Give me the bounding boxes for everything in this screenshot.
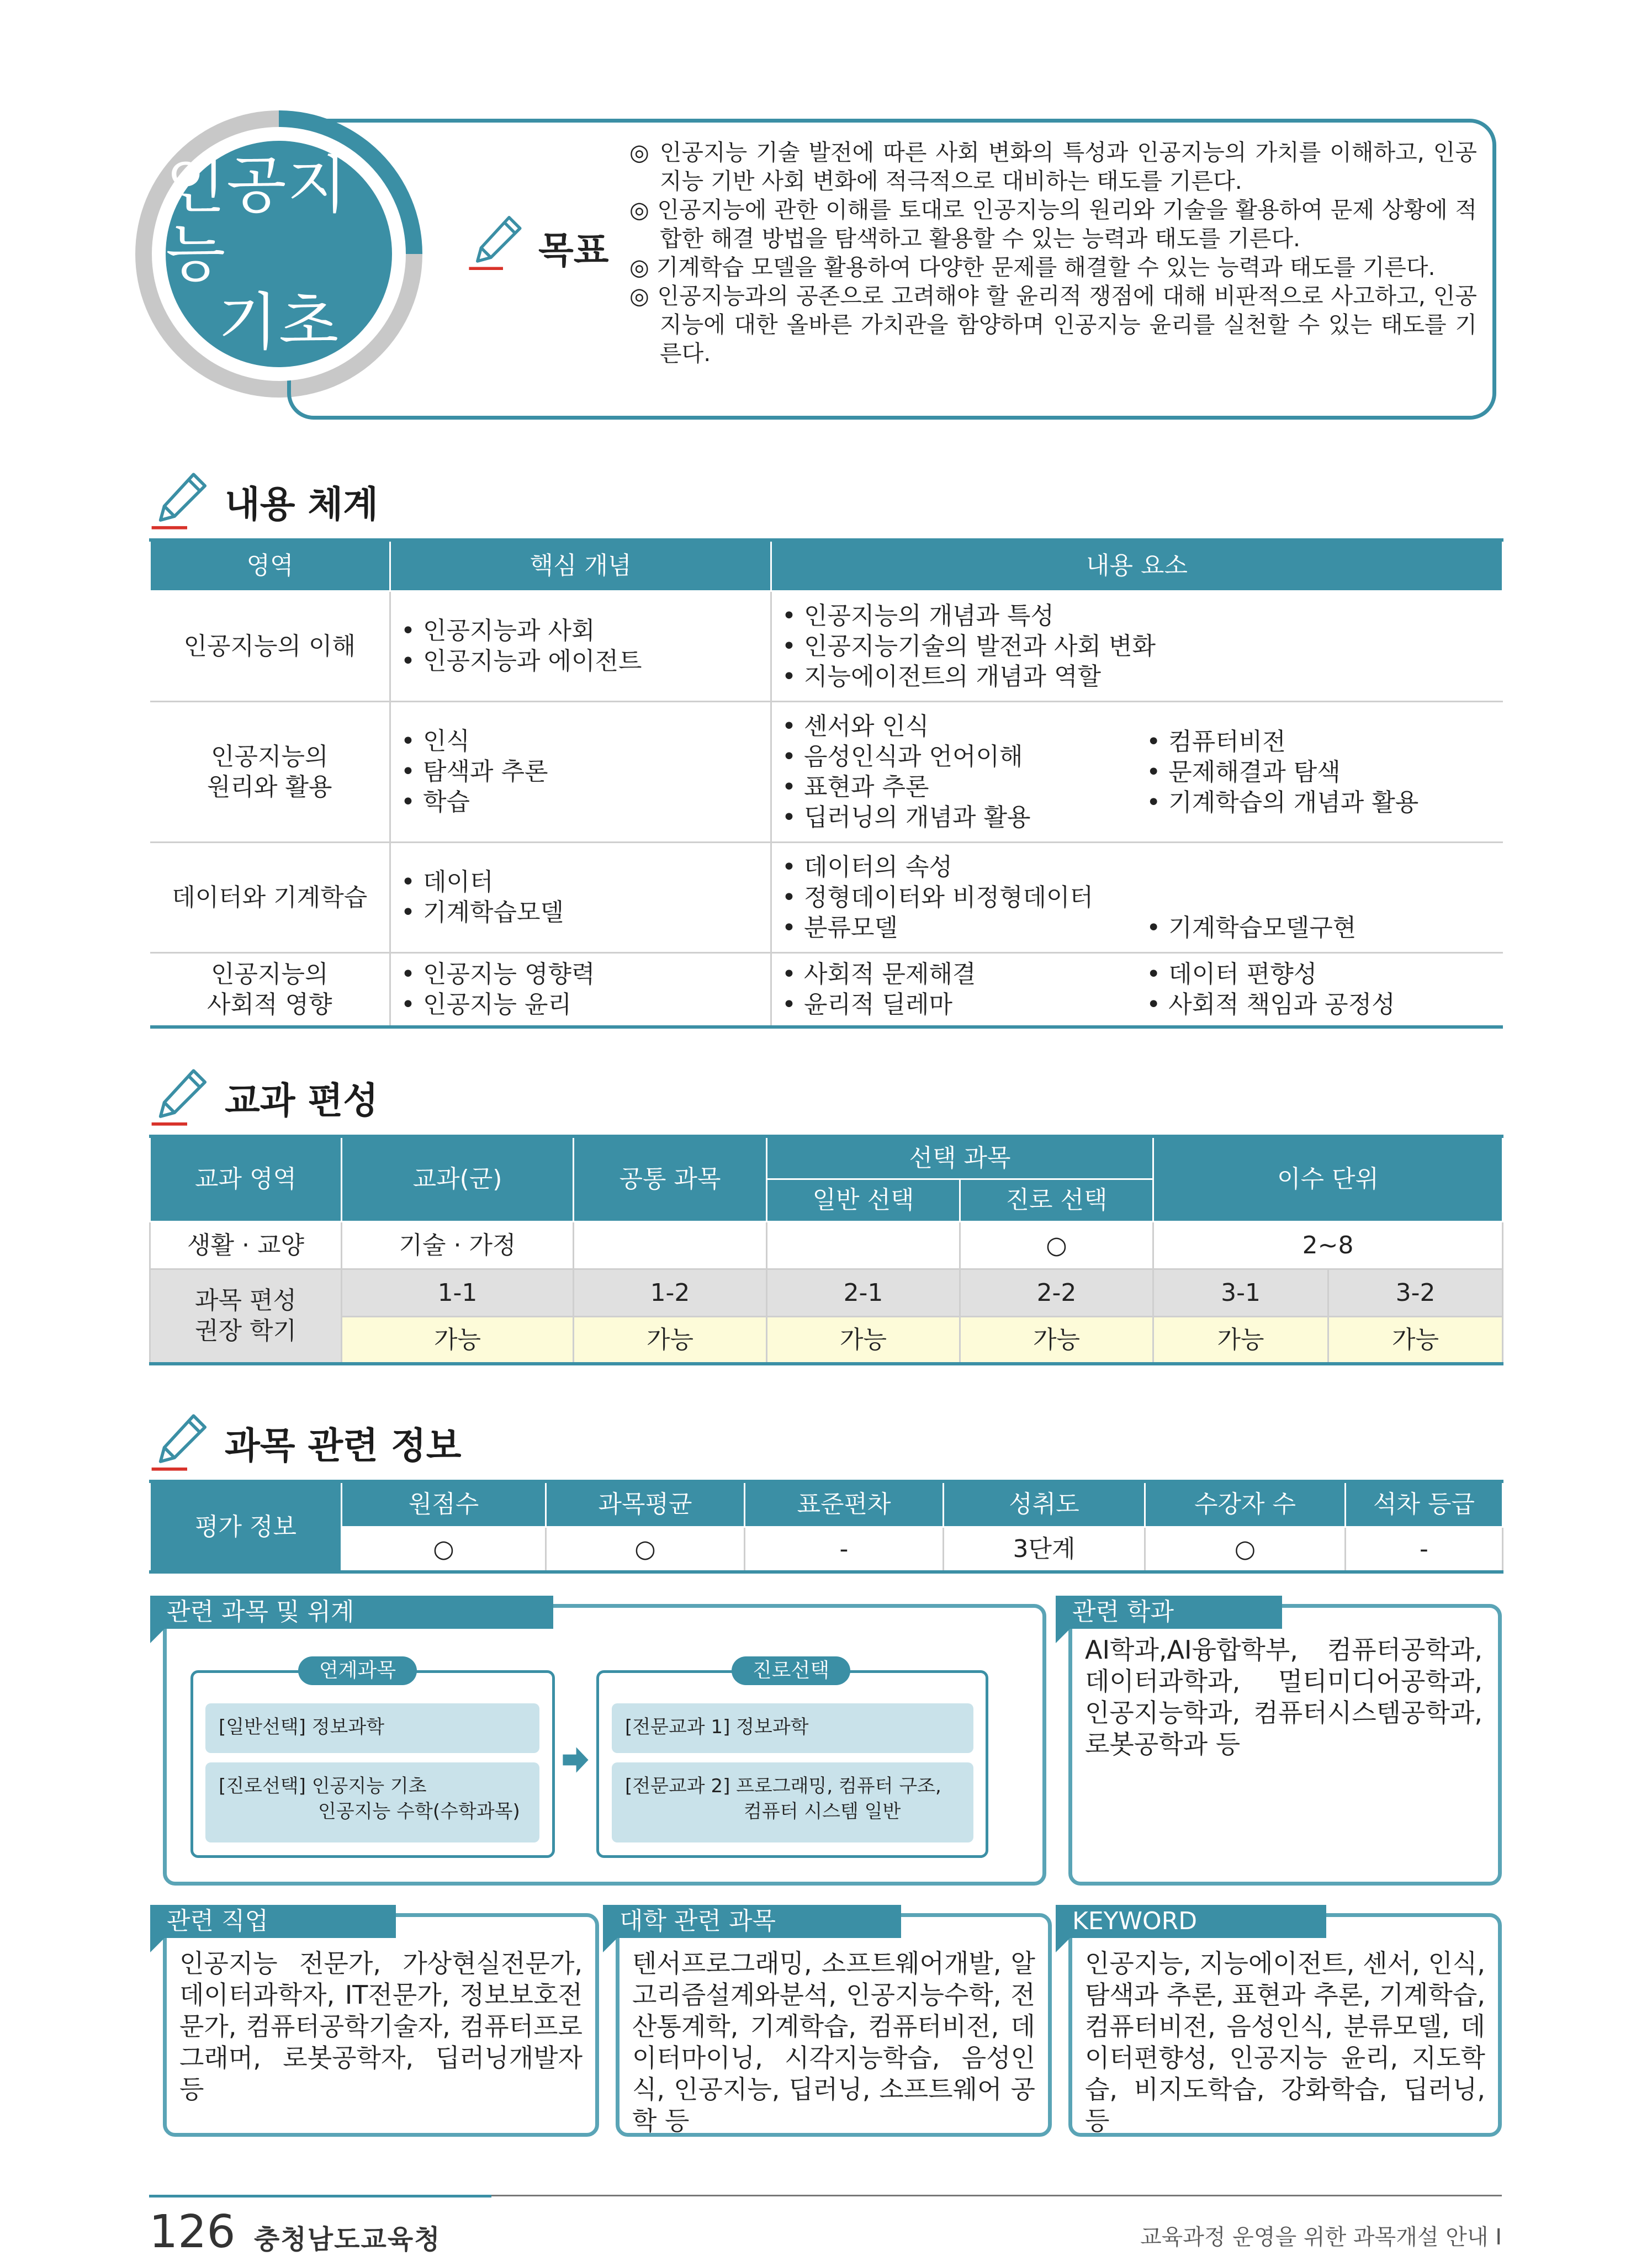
content-section-heading: [149, 469, 378, 533]
elements-cell: [771, 591, 1503, 701]
career-course-item: [612, 1762, 973, 1842]
element-item: • 음성인식과 언어이해: [782, 742, 1023, 771]
university-courses-tab: 대학 관련 과목: [603, 1905, 901, 1938]
concept-item: • 인공지능과 사회: [401, 617, 595, 645]
concept-item: • 기계학습모델: [401, 898, 564, 926]
header-std-dev: 표준편차: [745, 1481, 944, 1527]
header-raw-score: 원점수: [342, 1481, 546, 1527]
general-cell: [767, 1221, 960, 1269]
element-item: • 분류모델: [782, 913, 898, 942]
related-departments-text: AI학과,AI융합학부, 컴퓨터공학과, 데이터과학과, 멀티미디어공학과, 인공지능학과, 컴퓨터시스템공학과, 로봇공학과 등: [1085, 1635, 1482, 1759]
value-cell: 3단계: [944, 1527, 1145, 1572]
course-line: [진로선택] 인공지능 기초: [219, 1775, 427, 1797]
goal-item: ◎ 인공지능에 관한 이해를 토대로 인공지능의 원리와 기술을 활용하여 문제 상황에 적합한 해결 방법을 탐색하고 활용할 수 있는 능력과 태도를 기른다.: [629, 197, 1477, 252]
goal-label: 목표: [538, 229, 609, 272]
semester-cell: 3-2: [1328, 1269, 1503, 1316]
header-achievement: 성취도: [944, 1481, 1145, 1527]
table-row: [150, 701, 1503, 842]
semester-label: 과목 편성: [194, 1286, 296, 1315]
concept-item: • 탐색과 추론: [401, 758, 548, 786]
footer-accent-line: [149, 2195, 491, 2198]
header-concept: 핵심 개념: [390, 540, 771, 591]
publisher: 충청남도교육청: [254, 2224, 441, 2255]
goal-item: ◎ 기계학습 모델을 활용하여 다양한 문제를 해결할 수 있는 능력과 태도를 기른다.: [629, 254, 1436, 280]
element-item: • 문제해결과 탐색: [1146, 758, 1341, 786]
element-item: • 딥러닝의 개념과 활용: [782, 803, 1031, 832]
subject-title-line1: 인공지능: [166, 150, 348, 290]
area-cell: 데이터와 기계학습: [150, 842, 390, 952]
header-general: 일반 선택: [767, 1179, 960, 1221]
header-rank-grade: 석차 등급: [1346, 1481, 1503, 1527]
concept-item: • 학습: [401, 788, 470, 816]
keyword-tab: KEYWORD: [1056, 1905, 1326, 1938]
area-cell: 인공지능의 이해: [150, 591, 390, 701]
arrow-right-icon: [560, 1745, 591, 1775]
semester-cell: 1-1: [342, 1269, 574, 1316]
pencil-icon: [149, 1066, 213, 1129]
element-item: • 사회적 문제해결: [782, 960, 976, 988]
section-title: 과목 관련 정보: [225, 1425, 462, 1467]
table-row: [150, 1221, 1503, 1269]
semester-cell: 3-1: [1153, 1269, 1328, 1316]
availability-cell: 가능: [767, 1316, 960, 1364]
page-number: 126: [149, 2206, 236, 2258]
keyword-text: 인공지능, 지능에이전트, 센서, 인식, 탐색과 추론, 표현과 추론, 기계학습, 컴퓨터비전, 음성인식, 분류모델, 데이터편향성, 인공지능 윤리, 지도학습, 비지도학습, 강화학습, 딥러닝, 등: [1085, 1948, 1485, 2136]
availability-cell: 가능: [574, 1316, 767, 1364]
career-courses-label: 진로선택: [732, 1656, 850, 1685]
concept-item: • 인공지능과 에이전트: [401, 647, 642, 675]
group-cell: 기술 · 가정: [342, 1221, 574, 1269]
concept-cell: [390, 952, 771, 1027]
area-cell: 인공지능의 사회적 영향: [150, 952, 390, 1027]
value-cell: ○: [342, 1527, 546, 1572]
availability-cell: 가능: [1328, 1316, 1503, 1364]
element-item: • 기계학습모델구현: [1146, 913, 1357, 942]
course-line: [전문교과 2] 프로그래밍, 컴퓨터 구조,: [625, 1775, 941, 1797]
semester-label: 권장 학기: [194, 1317, 296, 1346]
tab-corner: [150, 1629, 165, 1643]
semester-cell: 1-2: [574, 1269, 767, 1316]
goal-item: ◎ 인공지능과의 공존으로 고려해야 할 윤리적 쟁점에 대해 비판적으로 사고하고, 인공지능에 대한 올바른 가치관을 함양하며 인공지능 윤리를 실천할 수 있는 태도를 기른다.: [629, 283, 1477, 367]
element-item: • 컴퓨터비전: [1146, 727, 1286, 756]
table-row: [150, 1527, 1503, 1572]
availability-cell: 가능: [960, 1316, 1153, 1364]
related-courses-tab: 관련 과목 및 위계: [150, 1596, 553, 1629]
element-item: • 데이터 편향성: [1146, 960, 1317, 988]
element-item: • 정형데이터와 비정형데이터: [782, 883, 1093, 912]
concept-item: • 인공지능 영향력: [401, 960, 595, 988]
course-line: 컴퓨터 시스템 일반: [744, 1801, 901, 1823]
university-courses-text: 텐서프로그래밍, 소프트웨어개발, 알고리즘설계와분석, 인공지능수학, 전산통계학, 기계학습, 컴퓨터비전, 데이터마이닝, 시각지능학습, 음성인식, 인공지능, 딥러닝, 소프트웨어 공학 등: [632, 1948, 1035, 2136]
availability-cell: 가능: [342, 1316, 574, 1364]
curriculum-table: [149, 1135, 1503, 1365]
elements-cell: [771, 842, 1503, 952]
header-area: 교과 영역: [150, 1136, 342, 1221]
header-elements: 내용 요소: [771, 540, 1503, 591]
value-cell: -: [1346, 1527, 1503, 1572]
tab-corner: [1056, 1938, 1070, 1952]
header-elective: 선택 과목: [767, 1136, 1153, 1179]
element-item: • 지능에이전트의 개념과 역할: [782, 662, 1101, 691]
header-students: 수강자 수: [1145, 1481, 1346, 1527]
credits-cell: 2~8: [1153, 1221, 1503, 1269]
guide-title: 교육과정 운영을 위한 과목개설 안내 I: [1140, 2225, 1502, 2250]
curriculum-section-heading: [149, 1066, 378, 1129]
info-section-heading: [149, 1411, 462, 1474]
evaluation-label: 평가 정보: [150, 1481, 342, 1572]
value-cell: ○: [1145, 1527, 1346, 1572]
table-row: [150, 591, 1503, 701]
element-item: • 인공지능기술의 발전과 사회 변화: [782, 632, 1156, 660]
semester-cell: 2-2: [960, 1269, 1153, 1316]
element-item: • 센서와 인식: [782, 712, 929, 740]
linked-courses-label: 연계과목: [298, 1656, 417, 1685]
concept-cell: [390, 591, 771, 701]
availability-cell: 가능: [1153, 1316, 1328, 1364]
table-row: [150, 1316, 1503, 1364]
area-cell: 인공지능의 원리와 활용: [150, 701, 390, 842]
career-cell: ○: [960, 1221, 1153, 1269]
concept-cell: [390, 842, 771, 952]
pencil-icon: [149, 1411, 213, 1474]
table-row: [150, 842, 1503, 952]
linked-course-item: [205, 1762, 539, 1842]
concept-item: • 데이터: [401, 868, 494, 896]
related-jobs-text: 인공지능 전문가, 가상현실전문가, 데이터과학자, IT전문가, 정보보호전문가, 컴퓨터공학기술자, 컴퓨터프로그래머, 로봇공학자, 딥러닝개발자 등: [179, 1948, 583, 2104]
evaluation-info-table: [149, 1480, 1503, 1574]
header-common: 공통 과목: [574, 1136, 767, 1221]
semester-label-cell: [150, 1269, 342, 1364]
header-group: 교과(군): [342, 1136, 574, 1221]
table-row: [150, 1269, 1503, 1316]
value-cell: ○: [546, 1527, 745, 1572]
elements-cell: [771, 952, 1503, 1027]
related-departments-tab: 관련 학과: [1056, 1596, 1282, 1629]
content-structure-table: [149, 538, 1503, 1029]
value-cell: -: [745, 1527, 944, 1572]
element-item: • 기계학습의 개념과 활용: [1146, 788, 1419, 817]
section-title: 내용 체계: [225, 483, 379, 526]
element-item: • 표현과 추론: [782, 772, 929, 801]
concept-item: • 인식: [401, 727, 470, 755]
goal-list: [629, 138, 1477, 368]
section-title: 교과 편성: [225, 1079, 379, 1122]
tab-corner: [603, 1938, 617, 1952]
linked-course-item: [일반선택] 정보과학: [205, 1703, 539, 1753]
tab-corner: [150, 1938, 165, 1952]
related-jobs-tab: 관련 직업: [150, 1905, 396, 1938]
table-row: [150, 952, 1503, 1027]
subject-title-circle: [166, 141, 392, 367]
header-career: 진로 선택: [960, 1179, 1153, 1221]
career-course-item: [전문교과 1] 정보과학: [612, 1703, 973, 1753]
element-item: • 데이터의 속성: [782, 852, 952, 881]
header-area: 영역: [150, 540, 390, 591]
subject-title-line2: 기초: [218, 287, 340, 358]
footer-divider: [480, 2195, 1502, 2196]
element-item: • 윤리적 딜레마: [782, 990, 952, 1019]
area-cell: 생활 · 교양: [150, 1221, 342, 1269]
goal-item: ◎ 인공지능 기술 발전에 따른 사회 변화의 특성과 인공지능의 가치를 이해하고, 인공지능 기반 사회 변화에 적극적으로 대비하는 태도를 기른다.: [629, 139, 1477, 194]
elements-cell: [771, 701, 1503, 842]
semester-cell: 2-1: [767, 1269, 960, 1316]
common-cell: [574, 1221, 767, 1269]
tab-corner: [1056, 1629, 1070, 1643]
element-item: • 사회적 책임과 공정성: [1146, 990, 1395, 1019]
course-line: 인공지능 수학(수학과목): [318, 1801, 520, 1823]
pencil-icon: [467, 213, 527, 273]
concept-cell: [390, 701, 771, 842]
pencil-icon: [149, 469, 213, 533]
concept-item: • 인공지능 윤리: [401, 990, 571, 1019]
header-credits: 이수 단위: [1153, 1136, 1503, 1221]
header-average: 과목평균: [546, 1481, 745, 1527]
element-item: • 인공지능의 개념과 특성: [782, 601, 1054, 630]
